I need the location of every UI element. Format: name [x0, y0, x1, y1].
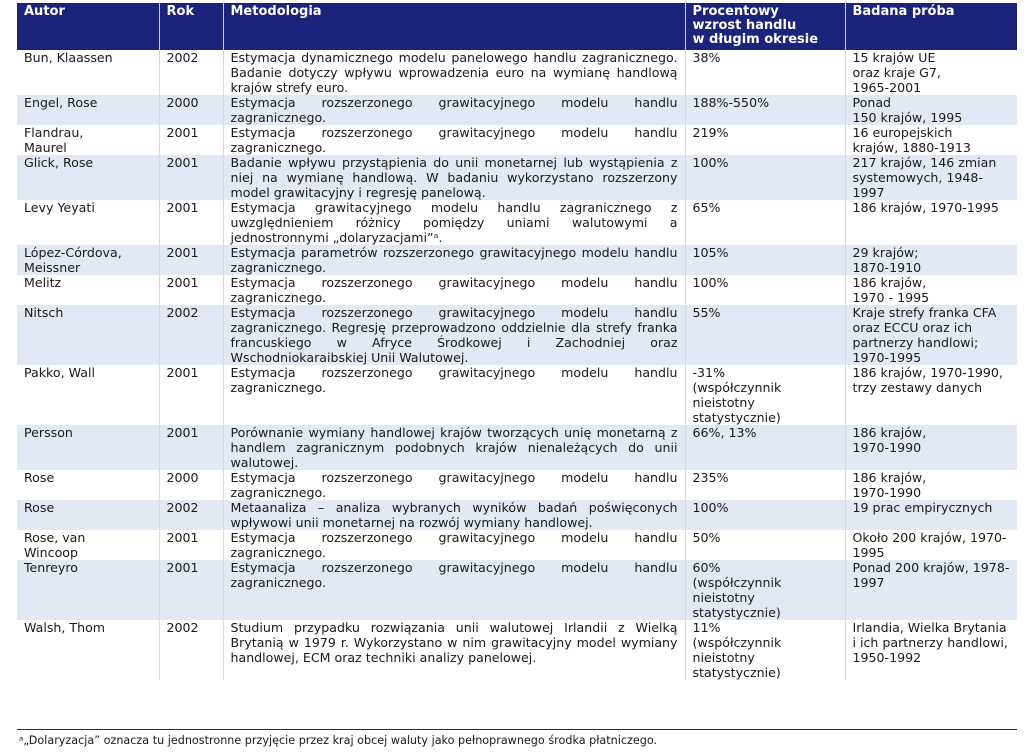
cell-author: Melitz — [17, 275, 159, 305]
cell-year: 2002 — [159, 500, 223, 530]
table-row — [17, 620, 1017, 680]
cell-author: Levy Yeyati — [17, 200, 159, 245]
cell-year: 2001 — [159, 200, 223, 245]
cell-sample: Ponad 200 krajów, 1978-1997 — [845, 560, 1017, 620]
table-row — [17, 560, 1017, 620]
table-bottom-rule — [17, 729, 1017, 730]
cell-author: Engel, Rose — [17, 95, 159, 125]
cell-sample: Kraje strefy franka CFA oraz ECCU oraz ich partnerzy handlowi; 1970-1995 — [845, 305, 1017, 365]
cell-sample: Ponad 150 krajów, 1995 — [845, 95, 1017, 125]
cell-growth: 105% — [685, 245, 845, 275]
cell-growth: 100% — [685, 500, 845, 530]
cell-method: Studium przypadku rozwiązania unii walutowej Irlandii z Wielką Brytanią w 1979 r. Wykorzystano w nim grawitacyjny model wymiany handlowej, ECM oraz techniki analizy panelowej. — [223, 620, 685, 680]
table-row — [17, 50, 1017, 95]
cell-year: 2001 — [159, 245, 223, 275]
header-growth: Procentowy wzrost handlu w długim okresie — [685, 3, 845, 50]
cell-growth: 11% (współczynnik nieistotny statystycznie) — [685, 620, 845, 680]
cell-sample: 186 krajów, 1970 - 1995 — [845, 275, 1017, 305]
table-row — [17, 95, 1017, 125]
cell-year: 2001 — [159, 425, 223, 470]
cell-method: Badanie wpływu przystąpienia do unii monetarnej lub wystąpienia z niej na wymianę handlową. W badaniu wykorzystano rozszerzony model grawitacyjny i regresję panelową. — [223, 155, 685, 200]
table-row — [17, 470, 1017, 500]
cell-method: Estymacja rozszerzonego grawitacyjnego modelu handlu zagranicznego. — [223, 275, 685, 305]
table-header — [17, 3, 1017, 50]
cell-sample: Irlandia, Wielka Brytania i ich partnerzy handlowi, 1950-1992 — [845, 620, 1017, 680]
header-method: Metodologia — [223, 3, 685, 50]
cell-author: Tenreyro — [17, 560, 159, 620]
cell-sample: 186 krajów, 1970-1995 — [845, 200, 1017, 245]
cell-year: 2001 — [159, 560, 223, 620]
cell-author: Nitsch — [17, 305, 159, 365]
cell-author: Rose — [17, 470, 159, 500]
cell-method: Estymacja parametrów rozszerzonego grawitacyjnego modelu handlu zagranicznego. — [223, 245, 685, 275]
cell-method: Estymacja rozszerzonego grawitacyjnego modelu handlu zagranicznego. — [223, 560, 685, 620]
cell-year: 2001 — [159, 275, 223, 305]
table-row — [17, 275, 1017, 305]
cell-sample: 186 krajów, 1970-1990 — [845, 470, 1017, 500]
table-row — [17, 155, 1017, 200]
table-row — [17, 125, 1017, 155]
cell-author: Persson — [17, 425, 159, 470]
cell-growth: 55% — [685, 305, 845, 365]
cell-growth: 65% — [685, 200, 845, 245]
cell-sample: 186 krajów, 1970-1990 — [845, 425, 1017, 470]
cell-growth: 66%, 13% — [685, 425, 845, 470]
cell-author: Walsh, Thom — [17, 620, 159, 680]
cell-author: Flandrau, Maurel — [17, 125, 159, 155]
table-body — [17, 50, 1017, 680]
footnote: ᵃ„Dolaryzacja” oznacza tu jednostronne przyjęcie przez kraj obcej waluty jako pełnoprawnego środka płatniczego. — [19, 734, 658, 747]
cell-sample: 16 europejskich krajów, 1880-1913 — [845, 125, 1017, 155]
header-row — [17, 3, 1017, 50]
studies-table — [17, 3, 1017, 680]
cell-sample: 29 krajów; 1870-1910 — [845, 245, 1017, 275]
cell-growth: 100% — [685, 155, 845, 200]
cell-author: Glick, Rose — [17, 155, 159, 200]
cell-author: Pakko, Wall — [17, 365, 159, 425]
cell-year: 2001 — [159, 530, 223, 560]
cell-method: Estymacja grawitacyjnego modelu handlu zagranicznego z uwzględnieniem różnicy pomiędzy uniami walutowymi a jednostronnymi „dolaryzacjami”ᵃ. — [223, 200, 685, 245]
cell-sample: 217 krajów, 146 zmian systemowych, 1948-1997 — [845, 155, 1017, 200]
cell-year: 2002 — [159, 620, 223, 680]
cell-sample: 19 prac empirycznych — [845, 500, 1017, 530]
cell-author: López-Córdova, Meissner — [17, 245, 159, 275]
cell-year: 2002 — [159, 305, 223, 365]
cell-year: 2000 — [159, 95, 223, 125]
cell-year: 2000 — [159, 470, 223, 500]
cell-sample: 15 krajów UE oraz kraje G7, 1965-2001 — [845, 50, 1017, 95]
cell-method: Metaanaliza – analiza wybranych wyników badań poświęconych wpływowi unii monetarnej na rozwój wymiany handlowej. — [223, 500, 685, 530]
cell-growth: 219% — [685, 125, 845, 155]
cell-method: Estymacja rozszerzonego grawitacyjnego modelu handlu zagranicznego. — [223, 365, 685, 425]
cell-growth: -31% (współczynnik nieistotny statystycznie) — [685, 365, 845, 425]
cell-method: Estymacja rozszerzonego grawitacyjnego modelu handlu zagranicznego. — [223, 470, 685, 500]
cell-method: Estymacja rozszerzonego grawitacyjnego modelu handlu zagranicznego. — [223, 95, 685, 125]
table-row — [17, 530, 1017, 560]
table-row — [17, 245, 1017, 275]
cell-sample: Około 200 krajów, 1970-1995 — [845, 530, 1017, 560]
table-row — [17, 425, 1017, 470]
cell-author: Rose — [17, 500, 159, 530]
cell-method: Estymacja rozszerzonego grawitacyjnego modelu handlu zagranicznego. — [223, 530, 685, 560]
cell-growth: 235% — [685, 470, 845, 500]
cell-growth: 100% — [685, 275, 845, 305]
cell-year: 2002 — [159, 50, 223, 95]
cell-year: 2001 — [159, 155, 223, 200]
cell-year: 2001 — [159, 125, 223, 155]
cell-author: Rose, van Wincoop — [17, 530, 159, 560]
cell-method: Porównanie wymiany handlowej krajów tworzących unię monetarną z handlem zagranicznym podobnych krajów nienależących do unii walutowej. — [223, 425, 685, 470]
table-row — [17, 200, 1017, 245]
header-author: Autor — [17, 3, 159, 50]
cell-growth: 38% — [685, 50, 845, 95]
header-year: Rok — [159, 3, 223, 50]
header-sample: Badana próba — [845, 3, 1017, 50]
cell-method: Estymacja dynamicznego modelu panelowego handlu zagranicznego. Badanie dotyczy wpływu wprowadzenia euro na wymianę handlową krajów strefy euro. — [223, 50, 685, 95]
cell-growth: 50% — [685, 530, 845, 560]
table-row — [17, 365, 1017, 425]
cell-method: Estymacja rozszerzonego grawitacyjnego modelu handlu zagranicznego. — [223, 125, 685, 155]
table-row — [17, 305, 1017, 365]
cell-sample: 186 krajów, 1970-1990, trzy zestawy danych — [845, 365, 1017, 425]
cell-method: Estymacja rozszerzonego grawitacyjnego modelu handlu zagranicznego. Regresję przeprowadzono oddzielnie dla strefy franka francuskiego w Afryce Środkowej i Zachodniej oraz Wschodniokaraibskiej Unii Walutowej. — [223, 305, 685, 365]
cell-year: 2001 — [159, 365, 223, 425]
cell-growth: 188%-550% — [685, 95, 845, 125]
cell-author: Bun, Klaassen — [17, 50, 159, 95]
table-row — [17, 500, 1017, 530]
cell-growth: 60% (współczynnik nieistotny statystycznie) — [685, 560, 845, 620]
